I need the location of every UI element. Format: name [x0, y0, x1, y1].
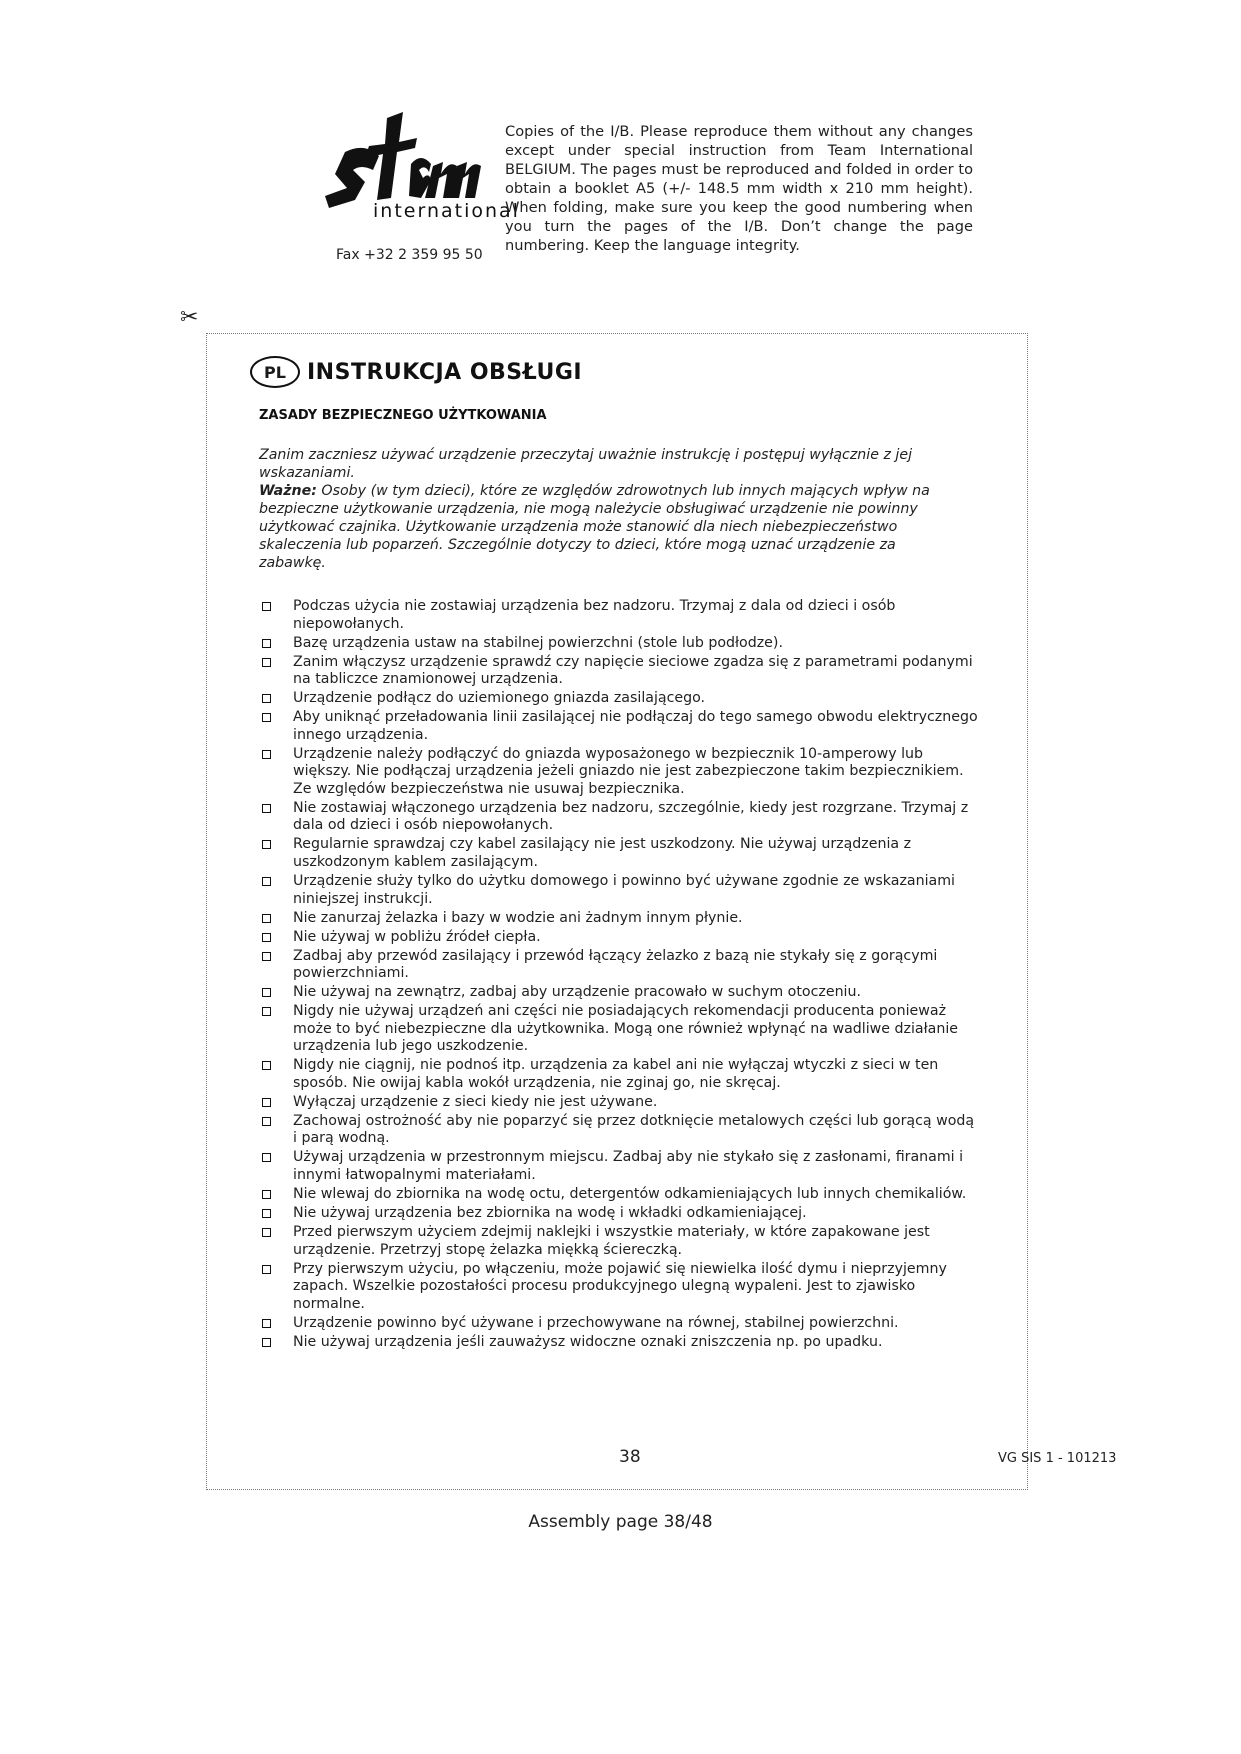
checkbox-bullet-icon	[262, 1153, 271, 1162]
language-badge: PL	[250, 356, 300, 388]
checkbox-bullet-icon	[262, 1190, 271, 1199]
list-item	[259, 1334, 979, 1352]
rule-text: Urządzenie należy podłączyć do gniazda wyposażonego w bezpiecznik 10-amperowy lub większy. Nie podłączaj urządzenia jeżeli gniazdo nie jest zabezpieczone takim bezpiecznikiem. Ze względów bezpieczeństwa nie usuwaj bezpiecznika.	[293, 745, 964, 797]
rule-text: Regularnie sprawdzaj czy kabel zasilający nie jest uszkodzony. Nie używaj urządzenia z uszkodzonym kablem zasilającym.	[293, 836, 912, 871]
rule-text: Nie używaj w pobliżu źródeł ciepła.	[293, 928, 541, 945]
rule-text: Bazę urządzenia ustaw na stabilnej powierzchni (stole lub podłodze).	[293, 634, 783, 651]
list-item	[259, 836, 979, 871]
list-item	[259, 929, 979, 947]
checkbox-bullet-icon	[262, 804, 271, 813]
scissors-icon: ✂	[180, 305, 199, 330]
rule-text: Zadbaj aby przewód zasilający i przewód łączący żelazko z bazą nie stykały się z gorącymi powierzchniami.	[293, 947, 938, 982]
rule-text: Przed pierwszym użyciem zdejmij naklejki i wszystkie materiały, w które zapakowane jest urządzenie. Przetrzyj stopę żelazka miękką ściereczką.	[293, 1224, 930, 1258]
checkbox-bullet-icon	[262, 713, 271, 722]
list-item	[259, 1186, 979, 1204]
checkbox-bullet-icon	[262, 639, 271, 648]
list-item	[259, 1149, 979, 1184]
rule-text: Urządzenie podłącz do uziemionego gniazda zasilającego.	[293, 690, 706, 707]
team-international-logo	[325, 112, 520, 262]
checkbox-bullet-icon	[262, 1007, 271, 1016]
list-item	[259, 1057, 979, 1092]
checkbox-bullet-icon	[262, 840, 271, 849]
list-item	[259, 800, 979, 835]
list-item	[259, 984, 979, 1002]
checkbox-bullet-icon	[262, 1319, 271, 1328]
manual-title	[250, 354, 582, 390]
checkbox-bullet-icon	[262, 750, 271, 759]
checkbox-bullet-icon	[262, 933, 271, 942]
document-code: VG SIS 1 - 101213	[998, 1451, 1117, 1466]
checkbox-bullet-icon	[262, 658, 271, 667]
checkbox-bullet-icon	[262, 952, 271, 961]
checkbox-bullet-icon	[262, 1228, 271, 1237]
checkbox-bullet-icon	[262, 1061, 271, 1070]
list-item	[259, 1094, 979, 1112]
rule-text: Używaj urządzenia w przestronnym miejscu. Zadbaj aby nie stykało się z zasłonami, firanami i innymi łatwopalnymi materiałami.	[293, 1149, 964, 1184]
list-item	[259, 948, 979, 983]
rule-text: Nigdy nie ciągnij, nie podnoś itp. urządzenia za kabel ani nie wyłączaj wtyczki z sieci w ten sposób. Nie owijaj kabla wokół urządzenia, nie zginaj go, nie skręcaj.	[293, 1057, 939, 1091]
list-item	[259, 690, 979, 708]
checkbox-bullet-icon	[262, 602, 271, 611]
rule-text: Nie używaj urządzenia bez zbiornika na wodę i wkładki odkamieniającej.	[293, 1205, 807, 1222]
important-text: Osoby (w tym dzieci), które ze względów zdrowotnych lub innych mających wpływ na bezpieczne użytkowanie urządzenia, nie mogą należycie obsługiwać urządzenie nie powinny użytkować czajnika. Użytkowanie urządzenia może stanowić dla niech niebezpieczeństwo skaleczenia lub poparzeń. Szczególnie dotyczy to dzieci, które mogą uznać urządzenie za zabawkę.	[259, 483, 930, 571]
rule-text: Nie używaj urządzenia jeśli zauważysz widoczne oznaki zniszczenia np. po upadku.	[293, 1333, 883, 1350]
rule-text: Nie zostawiaj włączonego urządzenia bez nadzoru, szczególnie, kiedy jest rozgrzane. Trzymaj z dala od dzieci i osób niepowołanych.	[293, 799, 969, 834]
logo-wordmark: international	[373, 200, 520, 222]
list-item	[259, 635, 979, 653]
page-title: INSTRUKCJA OBSŁUGI	[307, 359, 583, 385]
intro-paragraph	[259, 446, 964, 572]
checkbox-bullet-icon	[262, 1338, 271, 1347]
rule-text: Nie wlewaj do zbiornika na wodę octu, detergentów odkamieniających lub innych chemikaliów.	[293, 1186, 967, 1203]
list-item	[259, 1113, 979, 1148]
checkbox-bullet-icon	[262, 914, 271, 923]
rule-text: Wyłączaj urządzenie z sieci kiedy nie jest używane.	[293, 1093, 658, 1110]
intro-line: Zanim zaczniesz używać urządzenie przeczytaj uważnie instrukcję i postępuj wyłącznie z jej wskazaniami.	[259, 447, 913, 481]
page-number: 38	[619, 1447, 641, 1467]
list-item	[259, 910, 979, 928]
checkbox-bullet-icon	[262, 1265, 271, 1274]
important-label: Ważne:	[259, 483, 317, 499]
reproduction-instructions: Copies of the I/B. Please reproduce them without any changes except under special instruction from Team International BELGIUM. The pages must be reproduced and folded in order to obtain a booklet A5 (+/- 148.5 mm width x 210 mm height). When folding, make sure you keep the good numbering when you turn the pages of the I/B. Don’t change the page numbering. Keep the language integrity.	[505, 123, 973, 254]
rule-text: Zanim włączysz urządzenie sprawdź czy napięcie sieciowe zgadza się z parametrami podanymi na tabliczce znamionowej urządzenia.	[293, 653, 973, 688]
assembly-page-label: Assembly page 38/48	[528, 1512, 713, 1532]
list-item	[259, 873, 979, 908]
list-item	[259, 654, 979, 689]
fax-number: Fax +32 2 359 95 50	[336, 247, 483, 263]
rule-text: Nie zanurzaj żelazka i bazy w wodzie ani żadnym innym płynie.	[293, 909, 743, 926]
checkbox-bullet-icon	[262, 1117, 271, 1126]
checkbox-bullet-icon	[262, 877, 271, 886]
rule-text: Urządzenie służy tylko do użytku domowego i powinno być używane zgodnie ze wskazaniami niniejszej instrukcji.	[293, 873, 955, 907]
list-item	[259, 1224, 979, 1259]
rule-text: Podczas użycia nie zostawiaj urządzenia bez nadzoru. Trzymaj z dala od dzieci i osób niepowołanych.	[293, 598, 896, 632]
rule-text: Nigdy nie używaj urządzeń ani części nie posiadających rekomendacji producenta ponieważ może to być niebezpieczne dla użytkownika. Mogą one również wpłynąć na wadliwe działanie urządzenia lub jego uszkodzenie.	[293, 1003, 959, 1055]
checkbox-bullet-icon	[262, 694, 271, 703]
rule-text: Przy pierwszym użyciu, po włączeniu, może pojawić się niewielka ilość dymu i nieprzyjemny zapach. Wszelkie pozostałości procesu produkcyjnego ulegną wypaleni. Jest to zjawisko normalne.	[293, 1260, 947, 1312]
list-item	[259, 1315, 979, 1333]
list-item	[259, 1261, 979, 1314]
rule-text: Nie używaj na zewnątrz, zadbaj aby urządzenie pracowało w suchym otoczeniu.	[293, 984, 862, 1001]
list-item	[259, 598, 979, 633]
list-item	[259, 1003, 979, 1056]
team-logo-graphic	[325, 112, 485, 212]
rule-text: Aby uniknąć przeładowania linii zasilającej nie podłączaj do tego samego obwodu elektrycznego innego urządzenia.	[293, 709, 978, 743]
checkbox-bullet-icon	[262, 1098, 271, 1107]
section-heading: ZASADY BEZPIECZNEGO UŻYTKOWANIA	[259, 408, 547, 423]
list-item	[259, 1205, 979, 1223]
list-item	[259, 709, 979, 744]
list-item	[259, 746, 979, 799]
safety-rules-list	[259, 598, 979, 1353]
rule-text: Urządzenie powinno być używane i przechowywane na równej, stabilnej powierzchni.	[293, 1314, 899, 1331]
checkbox-bullet-icon	[262, 988, 271, 997]
checkbox-bullet-icon	[262, 1209, 271, 1218]
rule-text: Zachowaj ostrożność aby nie poparzyć się przez dotknięcie metalowych części lub gorącą wodą i parą wodną.	[293, 1112, 975, 1147]
